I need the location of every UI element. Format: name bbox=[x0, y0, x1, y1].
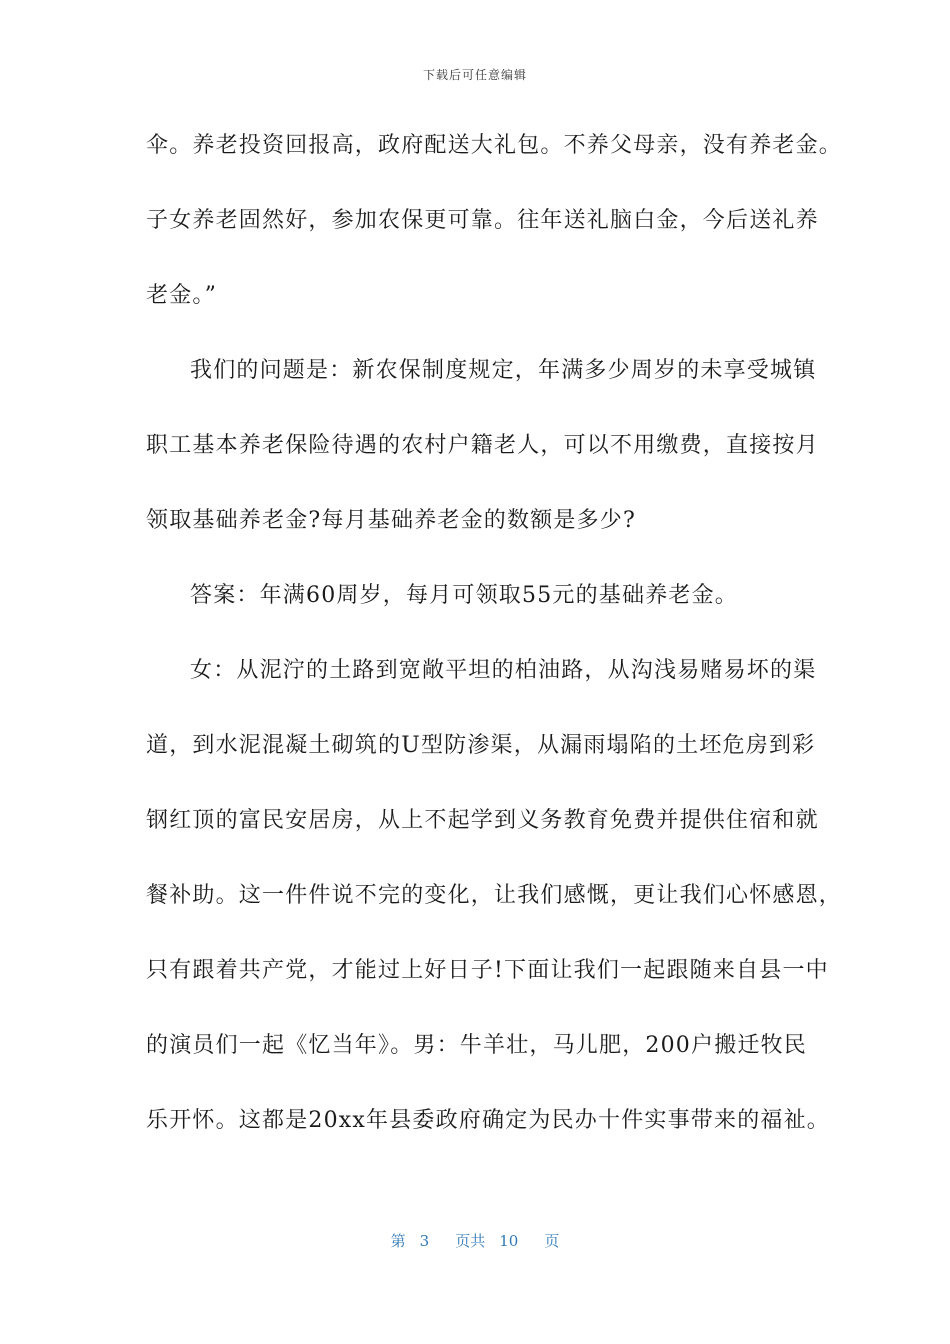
paragraph-line: 道，到水泥混凝土砌筑的U型防渗渠，从漏雨塌陷的土坯危房到彩 bbox=[146, 733, 816, 758]
footer-suffix: 页 bbox=[544, 1232, 560, 1250]
paragraph-line: 我们的问题是：新农保制度规定，年满多少周岁的未享受城镇 bbox=[190, 358, 817, 383]
footer-mid: 页共 bbox=[455, 1232, 486, 1250]
footer-total-pages: 10 bbox=[499, 1232, 519, 1250]
paragraph-line: 钢红顶的富民安居房，从上不起学到义务教育免费并提供住宿和就 bbox=[146, 808, 819, 833]
footer-page-number: 3 bbox=[419, 1232, 430, 1250]
paragraph-line: 乐开怀。这都是20xx年县委政府确定为民办十件实事带来的福祉。 bbox=[146, 1108, 831, 1133]
paragraph-line: 子女养老固然好，参加农保更可靠。往年送礼脑白金，今后送礼养 bbox=[146, 208, 819, 233]
paragraph-line: 的演员们一起《忆当年》。男：牛羊壮，马儿肥，200户搬迁牧民 bbox=[146, 1033, 807, 1058]
paragraph-line: 餐补助。这一件件说不完的变化，让我们感慨，更让我们心怀感恩， bbox=[146, 883, 843, 908]
paragraph-line: 只有跟着共产党，才能过上好日子!下面让我们一起跟随来自县一中 bbox=[146, 958, 829, 983]
page-header-note: 下载后可任意编辑 bbox=[422, 68, 527, 82]
footer-prefix: 第 bbox=[390, 1232, 406, 1250]
paragraph-line: 答案：年满60周岁，每月可领取55元的基础养老金。 bbox=[190, 583, 738, 608]
paragraph-line: 伞。养老投资回报高，政府配送大礼包。不养父母亲，没有养老金。 bbox=[146, 133, 843, 158]
paragraph-line: 老金。” bbox=[146, 283, 218, 308]
paragraph-line: 职工基本养老保险待遇的农村户籍老人，可以不用缴费，直接按月 bbox=[146, 433, 819, 458]
page-footer bbox=[0, 1230, 950, 1251]
paragraph-line: 领取基础养老金?每月基础养老金的数额是多少? bbox=[146, 508, 636, 533]
paragraph-line: 女：从泥泞的土路到宽敞平坦的柏油路，从沟浅易赌易坏的渠 bbox=[190, 658, 817, 683]
